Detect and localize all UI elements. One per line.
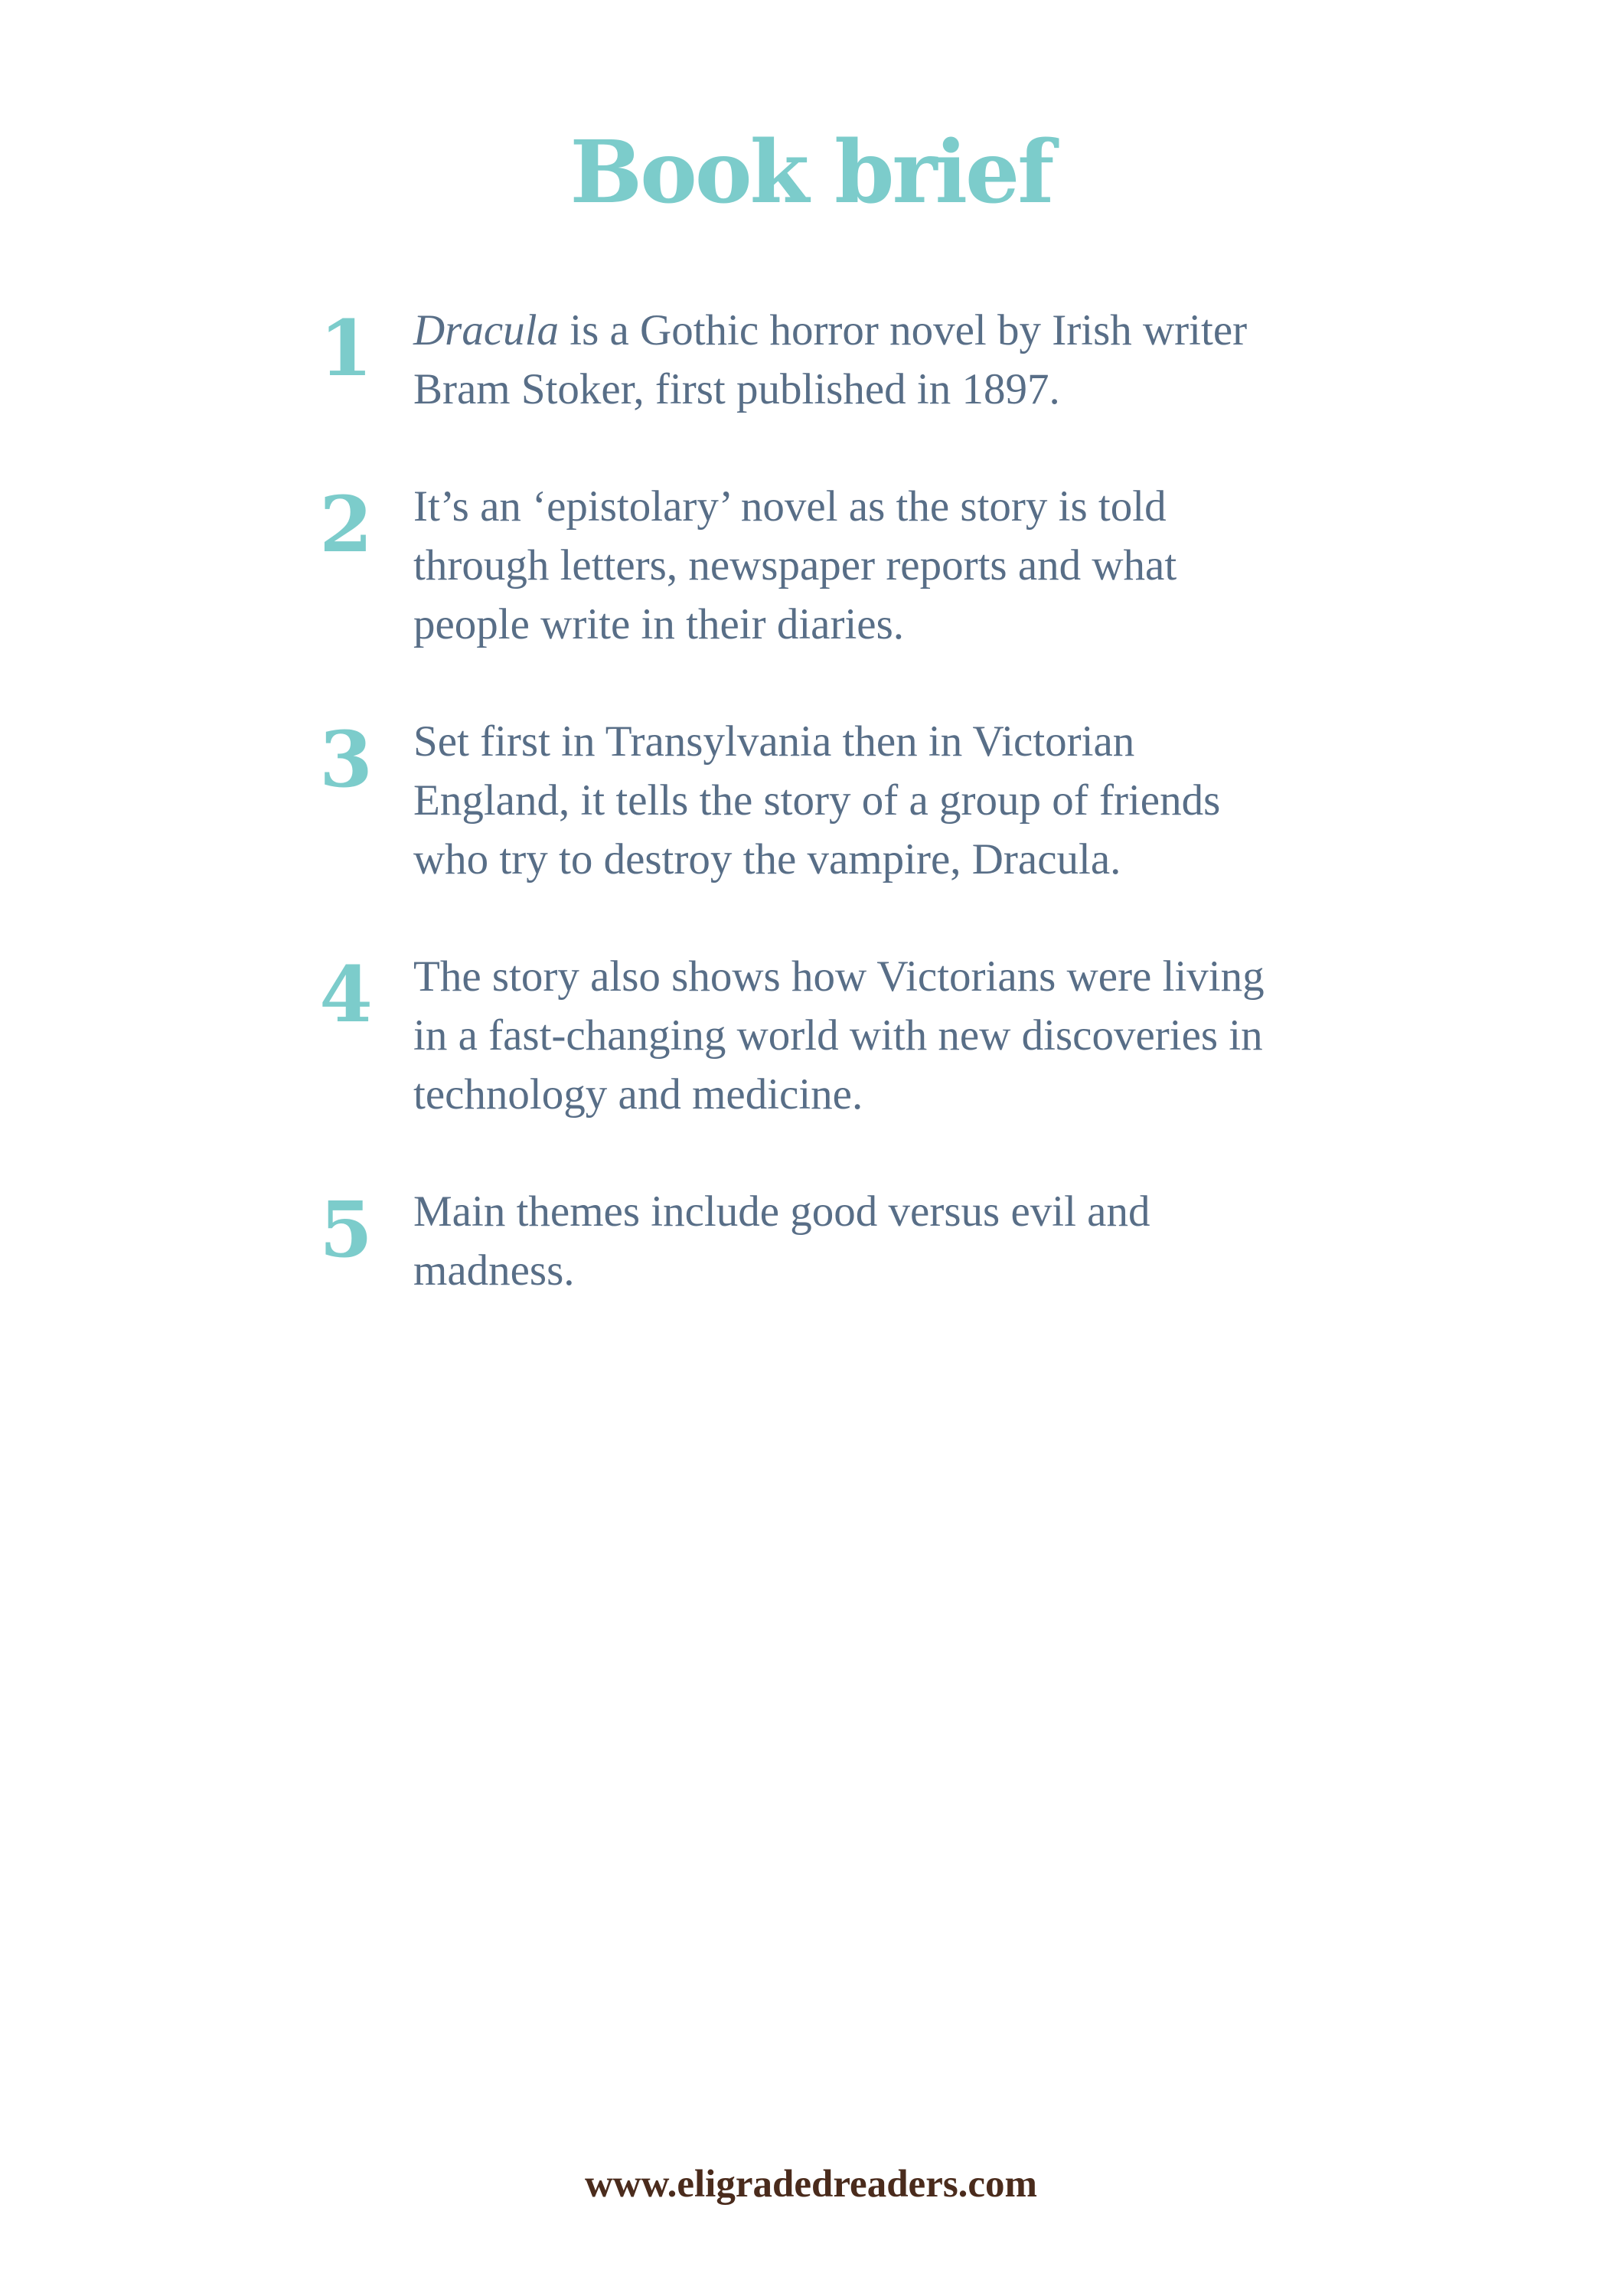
item-text: It’s an ‘epistolary’ novel as the story is told through letters, newspaper reports and what people write in their diaries.: [413, 482, 1177, 648]
item-number: 4: [319, 949, 373, 1040]
item-text: Main themes include good versus evil and madness.: [413, 1187, 1150, 1295]
item-text: The story also shows how Victorians were living in a fast-changing world with new discoveries in technology and medicine.: [413, 952, 1265, 1119]
item-number: 5: [319, 1184, 373, 1275]
item-text: [413, 301, 1301, 419]
item-number: 2: [319, 479, 373, 570]
item-number: 3: [319, 714, 373, 805]
footer-website-link[interactable]: www.eligradedreaders.com: [584, 2163, 1038, 2206]
item-text-body: is a Gothic horror novel by Irish writer Bram Stoker, first published in 1897.: [413, 306, 1248, 413]
page-title: Book brief: [569, 122, 1053, 223]
book-title-italic: Dracula: [413, 306, 559, 354]
item-text: Set first in Transylvania then in Victorian England, it tells the story of a group of friends who try to destroy the vampire, Dracula.: [413, 717, 1221, 883]
item-number: 1: [319, 303, 373, 394]
